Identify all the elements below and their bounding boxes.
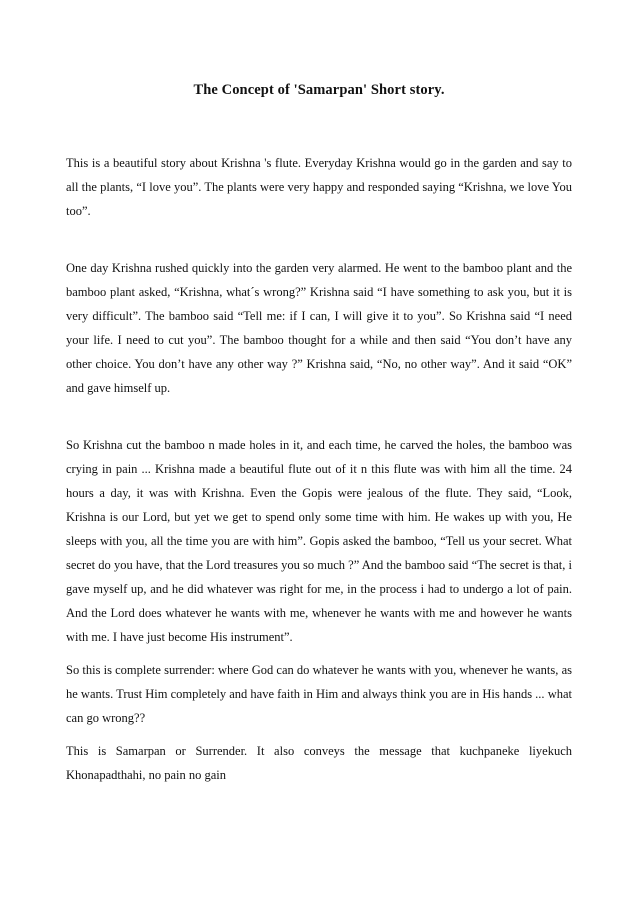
document-title: The Concept of 'Samarpan' Short story. — [193, 82, 445, 98]
paragraph-flute-secret: So Krishna cut the bamboo n made holes in it, and each time, he carved the holes, the bamboo was crying in pain ... Krishna made a beautiful flute out of it n this flute was with him all the time. 24 hours a day, it was with Krishna. Even the Gopis were jealous of the flute. They said, “Look, Krishna is our Lord, but yet we get to spend only some time with him. He wakes up with you, He sleeps with you, all the time you are with him”. Gopis asked the bamboo, “Tell us your secret. What secret do you have, that the Lord treasures you so much ?” And the bamboo said “The secret is that, i gave myself up, and he did whatever was right for me, in the process i had to undergo a lot of pain. And the Lord does whatever he wants with me, whenever he wants with me and however he wants with me. I have just become His instrument”. — [66, 438, 572, 644]
document-body — [66, 151, 572, 787]
paragraph-conclusion: This is Samarpan or Surrender. It also conveys the message that kuchpaneke liyekuch Khonapadthahi, no pain no gain — [66, 744, 572, 782]
paragraph-surrender: So this is complete surrender: where God can do whatever he wants with you, whenever he wants, as he wants. Trust Him completely and have faith in Him and always think you are in His hands ... what can go wrong?? — [66, 663, 572, 725]
paragraph-intro: This is a beautiful story about Krishna 's flute. Everyday Krishna would go in the garden and say to all the plants, “I love you”. The plants were very happy and responded saying “Krishna, we love You too”. — [66, 156, 572, 218]
paragraph-bamboo-request: One day Krishna rushed quickly into the garden very alarmed. He went to the bamboo plant and the bamboo plant asked, “Krishna, what´s wrong?” Krishna said “I have something to ask you, but it is very difficult”. The bamboo said “Tell me: if I can, I will give it to you”. So Krishna said “I need your life. I need to cut you”. The bamboo thought for a while and then said “You don’t have any other choice. You don’t have any other way ?” Krishna said, “No, no other way”. And it said “OK” and gave himself up. — [66, 261, 572, 395]
